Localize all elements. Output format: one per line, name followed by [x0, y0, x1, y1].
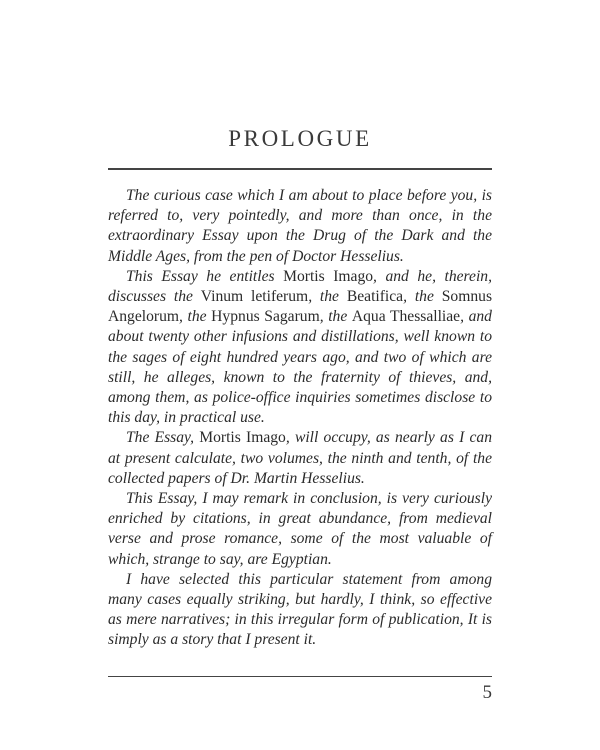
text-run: The curious case which I am about to place before you, is referred to, very pointedly, and more than once, in the extraordinary Essay upon the Drug of the Dark and the Middle Ages, from the pen of Doctor Hesselius.: [108, 187, 492, 265]
text-run: This Essay he entitles: [126, 267, 284, 285]
paragraph: [108, 489, 492, 570]
text-run: , the: [308, 288, 347, 306]
text-run: , the: [179, 308, 212, 326]
roman-text-run: Vinum letiferum: [200, 288, 309, 306]
text-run: , and about twenty other infusions and distillations, well known to the sages of eight hundred years ago, and two of which are still, he alleges, known to the fraternity of thieves, and, among them, as police-office inquiries sometimes disclose to this day, in practical use.: [108, 308, 492, 427]
roman-text-run: Beatifica: [346, 288, 404, 306]
roman-text-run: Mortis Imago: [199, 429, 286, 447]
text-run: I have selected this particular statement from among many cases equally striking, but hardly, I think, so effective as mere narratives; in this irregular form of publication, It is simply as a story that I present it.: [108, 570, 492, 649]
roman-text-run: Mortis Imago: [283, 267, 374, 285]
roman-text-run: Aqua Thessalliae: [351, 308, 461, 326]
text-run: This Essay, I may remark in conclusion, is very curiously enriched by citations, in great abundance, from medieval verse and prose romance, some of the most valuable of which, strange to say, are Egyptian.: [108, 490, 492, 568]
roman-text-run: Hypnus Sagarum: [211, 308, 320, 326]
paragraph: [108, 267, 492, 429]
paragraph: [108, 186, 492, 267]
text-run: , the: [403, 288, 442, 306]
heading-rule: [108, 168, 492, 170]
text-run: The Essay,: [126, 429, 200, 447]
text-run: , will occupy, as nearly as I can at present calculate, two volumes, the ninth and tenth, of the collected papers of Dr. Martin Hesselius.: [108, 429, 492, 487]
page-number: 5: [482, 682, 492, 703]
chapter-heading: PROLOGUE: [228, 126, 372, 151]
text-run: , the: [319, 308, 352, 326]
footer-rule: [108, 676, 492, 677]
paragraph: [108, 428, 492, 489]
roman-text-run: Somnus Angelorum: [108, 288, 493, 326]
paragraph: [108, 570, 492, 651]
prologue-body: [108, 186, 492, 651]
text-run: , and he, therein, discusses the: [108, 267, 493, 306]
